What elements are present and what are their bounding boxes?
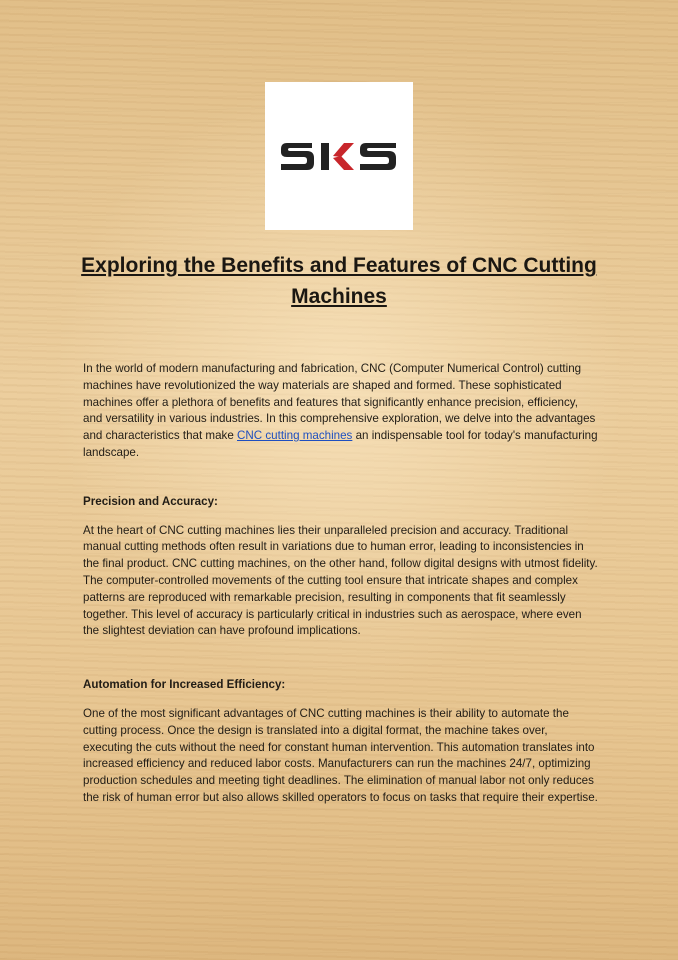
section-body-precision: At the heart of CNC cutting machines lies their unparalleled precision and accuracy. Traditional manual cutting methods often result in variations due to human error, leading to inconsistencies in the final product. CNC cutting machines, on the other hand, follow digital designs with utmost fidelity. The computer-controlled movements of the cutting tool ensure that intricate shapes and complex patterns are reproduced with remarkable precision, resulting in components that fit seamlessly together. This level of accuracy is particularly critical in industries such as aerospace, where even the slightest deviation can have profound implications. xyxy=(83,523,598,638)
article-body xyxy=(83,361,598,807)
cnc-cutting-machines-link[interactable]: CNC cutting machines xyxy=(237,429,353,443)
intro-text-after-link: an indispensable tool for today's manufacturing landscape. xyxy=(83,429,598,459)
logo-letter-s-right xyxy=(360,143,396,170)
sks-logo-mark xyxy=(278,136,400,176)
logo-letter-k-arm-upper xyxy=(333,143,354,157)
logo-letter-s-left xyxy=(281,143,314,170)
section-heading-precision: Precision and Accuracy: xyxy=(83,494,218,508)
section-heading-automation: Automation for Increased Efficiency: xyxy=(83,678,286,692)
brand-logo xyxy=(265,82,413,230)
logo-letter-k xyxy=(321,143,329,170)
intro-text-before-link: In the world of modern manufacturing and fabrication, CNC (Computer Numerical Control) cutting machines have revolutionized the way materials are shaped and formed. These sophisticated machines offer a plethora of benefits and features that significantly enhance precision, efficiency, and versatility in various industries. In this comprehensive exploration, we delve into the advantages and characteristics that make xyxy=(83,362,596,443)
intro-paragraph xyxy=(83,361,598,462)
logo-letter-k-arm-lower xyxy=(333,156,354,170)
page-title: Exploring the Benefits and Features of CNC Cutting Machines xyxy=(81,254,597,308)
section-body-automation: One of the most significant advantages of CNC cutting machines is their ability to automate the cutting process. Once the design is translated into a digital format, the machine takes over, executing the cuts without the need for constant human intervention. This automation translates into increased efficiency and reduced labor costs. Manufacturers can run the machines 24/7, optimizing production schedules and meeting tight deadlines. The elimination of manual labor not only reduces the risk of human error but also allows skilled operators to focus on tasks that require their expertise. xyxy=(83,706,598,804)
